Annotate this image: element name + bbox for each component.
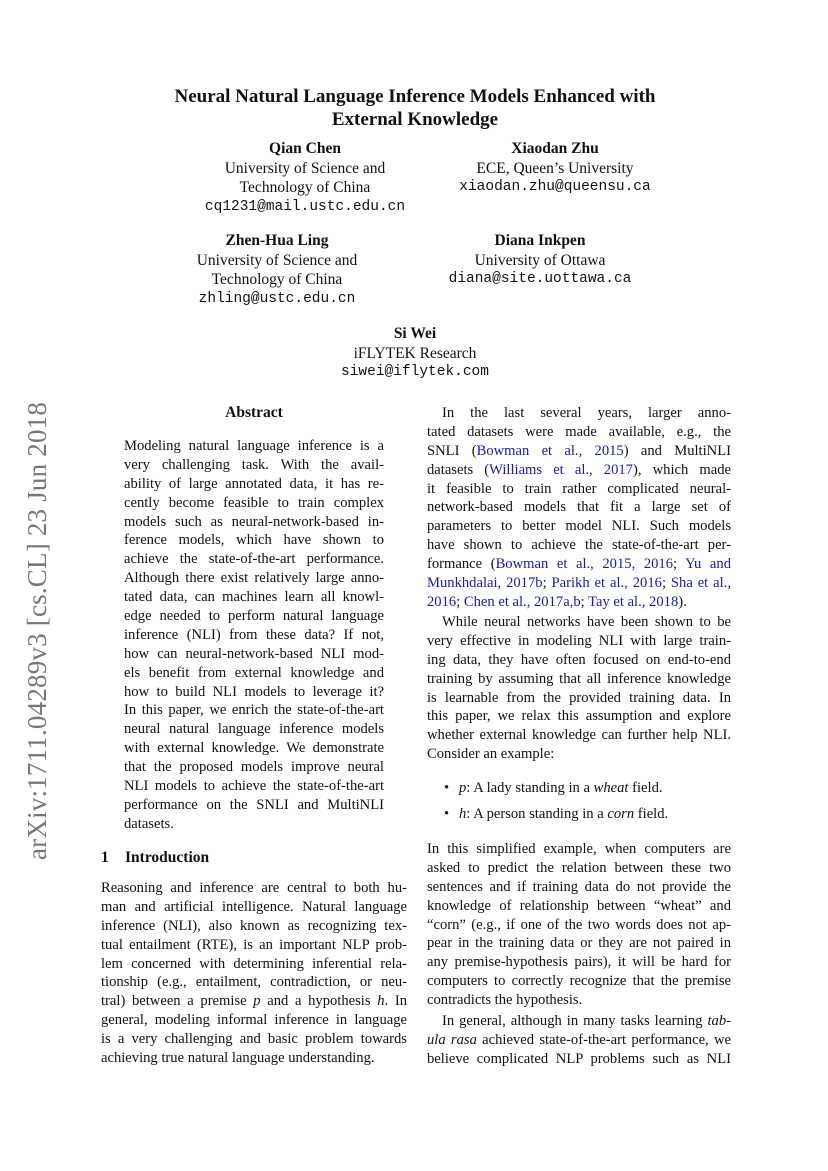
text-line: sentences and if training data do not provide the: [427, 878, 731, 895]
text-line: cently become feasible to train complex: [124, 494, 384, 511]
text-line: Reasoning and inference are central to both hu-: [101, 880, 407, 896]
author-block-5: [260, 324, 570, 383]
text-line: In this paper, we enrich the state-of-the-art: [124, 702, 384, 719]
text-line: “corn” (e.g., if one of the two words does not ap-: [427, 916, 731, 933]
author-email[interactable]: diana@site.uottawa.ca: [448, 271, 632, 287]
author-affiliation: ECE, Queen’s University: [476, 159, 634, 177]
text-line: achieve the state-of-the-art performance.: [124, 551, 384, 568]
author-affiliation: University of Science and: [196, 251, 358, 269]
text-line: knowledge of relationship between “wheat” and: [427, 897, 731, 914]
text-line: performance on the SNLI and MultiNLI: [124, 796, 384, 813]
math-variable: h: [377, 993, 385, 1010]
text-line: contradicts the hypothesis.: [427, 992, 583, 1009]
citation-link[interactable]: Williams et al., 2017: [489, 461, 633, 478]
emphasized-word: corn: [607, 806, 635, 822]
text-line: inference (NLI) from these data? If not,: [124, 626, 384, 643]
math-variable: p: [253, 993, 261, 1010]
text-line: ability of large annotated data, it has re-: [124, 475, 384, 492]
text-line: tual entailment (RTE), is an important NLP prob-: [101, 936, 407, 953]
text-line: [427, 1031, 731, 1050]
citation-link[interactable]: Bowman et al., 2015: [476, 442, 624, 459]
text-line: believe complicated NLP problems such as NLI: [427, 1050, 731, 1067]
text-line: In this simplified example, when computers are: [427, 841, 731, 857]
paper-title: [100, 85, 730, 131]
hypothesis-variable: h: [459, 806, 467, 822]
intro-paragraph-right-2: [427, 613, 731, 764]
text-line: [101, 992, 407, 1011]
text-fragment: ), which made: [632, 461, 731, 478]
title-line-2: External Knowledge: [331, 109, 499, 130]
text-line: Although there exist relatively large anno-: [124, 570, 384, 587]
text-line: While neural networks have been shown to be: [442, 614, 731, 630]
text-fragment: tral) between a premise: [101, 993, 254, 1010]
citation-link[interactable]: Sha et al.,: [670, 575, 731, 592]
intro-paragraph-right-1: [427, 404, 731, 612]
text-fragment: ;: [673, 556, 686, 573]
bullet-dot: •: [444, 780, 450, 796]
text-fragment: achieved state-of-the-art performance, we: [476, 1031, 731, 1048]
citation-link[interactable]: Chen et al., 2017a,b: [463, 593, 581, 610]
text-fragment: ).: [678, 593, 687, 610]
citation-link[interactable]: Bowman et al., 2015, 2016: [495, 556, 674, 573]
section-heading: [101, 848, 209, 867]
section-number: 1: [101, 849, 109, 866]
author-affiliation: iFLYTEK Research: [353, 344, 477, 362]
example-hypothesis: [444, 805, 668, 824]
example-premise: [444, 779, 663, 798]
text-fragment: formance (: [427, 556, 496, 573]
text-line: inference (NLI), also known as recognizing tex-: [101, 917, 407, 934]
author-affiliation: Technology of China: [239, 179, 371, 196]
text-fragment: . In: [384, 993, 407, 1010]
citation-link[interactable]: Yu and: [685, 556, 732, 573]
text-line: [427, 461, 731, 480]
text-line: general, modeling informal inference in language: [101, 1012, 407, 1029]
text-fragment: ) and MultiNLI: [623, 442, 731, 459]
text-line: that the proposed models improve neural: [124, 759, 384, 776]
text-line: tated datasets were made available, e.g., the: [427, 423, 731, 440]
text-line: [427, 593, 731, 612]
bullet-dot: •: [444, 806, 450, 822]
author-name: Diana Inkpen: [494, 232, 586, 249]
text-line: training by assuming that all inference knowledge: [427, 670, 731, 687]
text-line: have shown to achieve the state-of-the-art per-: [427, 537, 731, 554]
title-line-1: Neural Natural Language Inference Models Enhanced with: [174, 86, 656, 107]
author-email[interactable]: cq1231@mail.ustc.edu.cn: [204, 198, 406, 215]
text-fragment: In general, although in many tasks learning: [442, 1013, 708, 1029]
author-affiliation: University of Ottawa: [474, 251, 606, 269]
text-fragment: SNLI (: [427, 442, 477, 459]
text-line: NLI models to achieve the state-of-the-art: [124, 778, 384, 795]
text-line: models such as neural-network-based in-: [124, 513, 384, 530]
text-line: any premise-hypothesis pairs), it will be hard for: [427, 954, 731, 971]
abstract-body: [124, 437, 384, 834]
text-line: is learnable from the provided training data. In: [427, 689, 731, 706]
bullet-text: field.: [628, 780, 663, 796]
author-block-2: [400, 139, 710, 198]
text-line: parameters to better model NLI. Such models: [427, 518, 731, 535]
text-line: datasets.: [124, 815, 174, 832]
text-line: with external knowledge. We demonstrate: [124, 740, 384, 757]
text-line: this paper, we relax this assumption and explore: [427, 708, 731, 725]
author-name: Zhen-Hua Ling: [225, 232, 329, 249]
text-line: network-based models that fit a large set of: [427, 499, 731, 516]
intro-paragraph-left: [101, 879, 407, 1068]
abstract-heading: Abstract: [225, 404, 283, 421]
text-fragment: and a hypothesis: [260, 993, 378, 1010]
text-fragment: ;: [661, 575, 671, 592]
text-line: whether external knowledge can further help NLI.: [427, 727, 731, 744]
citation-link[interactable]: Munkhdalai, 2017b: [427, 575, 543, 592]
bullet-text: : A person standing in a: [466, 806, 608, 822]
author-name: Si Wei: [393, 325, 437, 342]
text-line: Consider an example:: [427, 746, 555, 763]
text-line: els benefit from external knowledge and: [124, 664, 384, 681]
emphasized-text: tab-: [707, 1013, 731, 1029]
text-line: In the last several years, larger anno-: [442, 405, 731, 421]
text-line: [427, 442, 731, 461]
intro-paragraph-right-4: [427, 1012, 731, 1069]
author-email[interactable]: zhling@ustc.edu.cn: [198, 290, 356, 307]
text-line: how to build NLI models to leverage it?: [124, 683, 384, 700]
author-email[interactable]: siwei@iflytek.com: [341, 364, 489, 380]
text-line: achieving true natural language understanding.: [101, 1050, 375, 1067]
citation-link[interactable]: 2016: [427, 593, 457, 610]
text-line: asked to predict the relation between these two: [427, 859, 731, 876]
text-fragment: ;: [456, 593, 464, 610]
text-line: pear in the training data or they are not paired in: [427, 935, 731, 952]
text-line: edge needed to perform natural language: [124, 608, 384, 625]
section-title: Introduction: [125, 849, 210, 866]
citation-link[interactable]: Parikh et al., 2016: [551, 575, 662, 592]
text-line: [427, 555, 731, 574]
text-line: ing data, they have often focused on end-to-end: [427, 651, 731, 668]
text-line: tated data, can machines learn all knowl-: [124, 589, 384, 606]
emphasized-word: wheat: [593, 780, 629, 796]
text-line: how can neural-network-based NLI mod-: [124, 645, 384, 662]
author-block-4: [385, 231, 695, 290]
text-line: it feasible to train rather complicated neural-: [427, 480, 731, 497]
text-line: Modeling natural language inference is a: [124, 438, 384, 454]
text-line: [427, 574, 731, 593]
premise-variable: p: [459, 780, 467, 796]
author-name: Qian Chen: [269, 140, 341, 157]
bullet-text: : A lady standing in a: [466, 780, 594, 796]
text-line: neural natural language inference models: [124, 721, 384, 738]
text-line: [427, 1012, 731, 1031]
text-line: computers to correctly recognize that the premise: [427, 973, 731, 990]
text-fragment: ;: [542, 575, 552, 592]
author-affiliation: Technology of China: [211, 271, 343, 288]
text-line: lem concerned with determining inferential rela-: [101, 955, 407, 972]
intro-paragraph-right-3: [427, 840, 731, 1010]
bullet-text: field.: [634, 806, 669, 822]
author-affiliation: University of Science and: [224, 159, 386, 177]
citation-link[interactable]: Tay et al., 2018: [588, 593, 679, 610]
text-fragment: datasets (: [427, 461, 490, 478]
text-fragment: ;: [580, 593, 589, 610]
author-name: Xiaodan Zhu: [511, 140, 599, 157]
arxiv-stamp: arXiv:1711.04289v3 [cs.CL] 23 Jun 2018: [22, 401, 52, 860]
text-line: is a very challenging and basic problem towards: [101, 1031, 407, 1048]
author-email[interactable]: xiaodan.zhu@queensu.ca: [459, 179, 651, 195]
text-line: man and artificial intelligence. Natural language: [101, 898, 407, 915]
text-line: ference models, which have shown to: [124, 532, 384, 549]
text-line: tionship (e.g., entailment, contradiction, or neu-: [101, 974, 407, 991]
text-line: very challenging task. With the avail-: [124, 456, 384, 473]
text-line: very effective in modeling NLI with large train-: [427, 632, 731, 649]
emphasized-text: ula rasa: [427, 1031, 477, 1048]
